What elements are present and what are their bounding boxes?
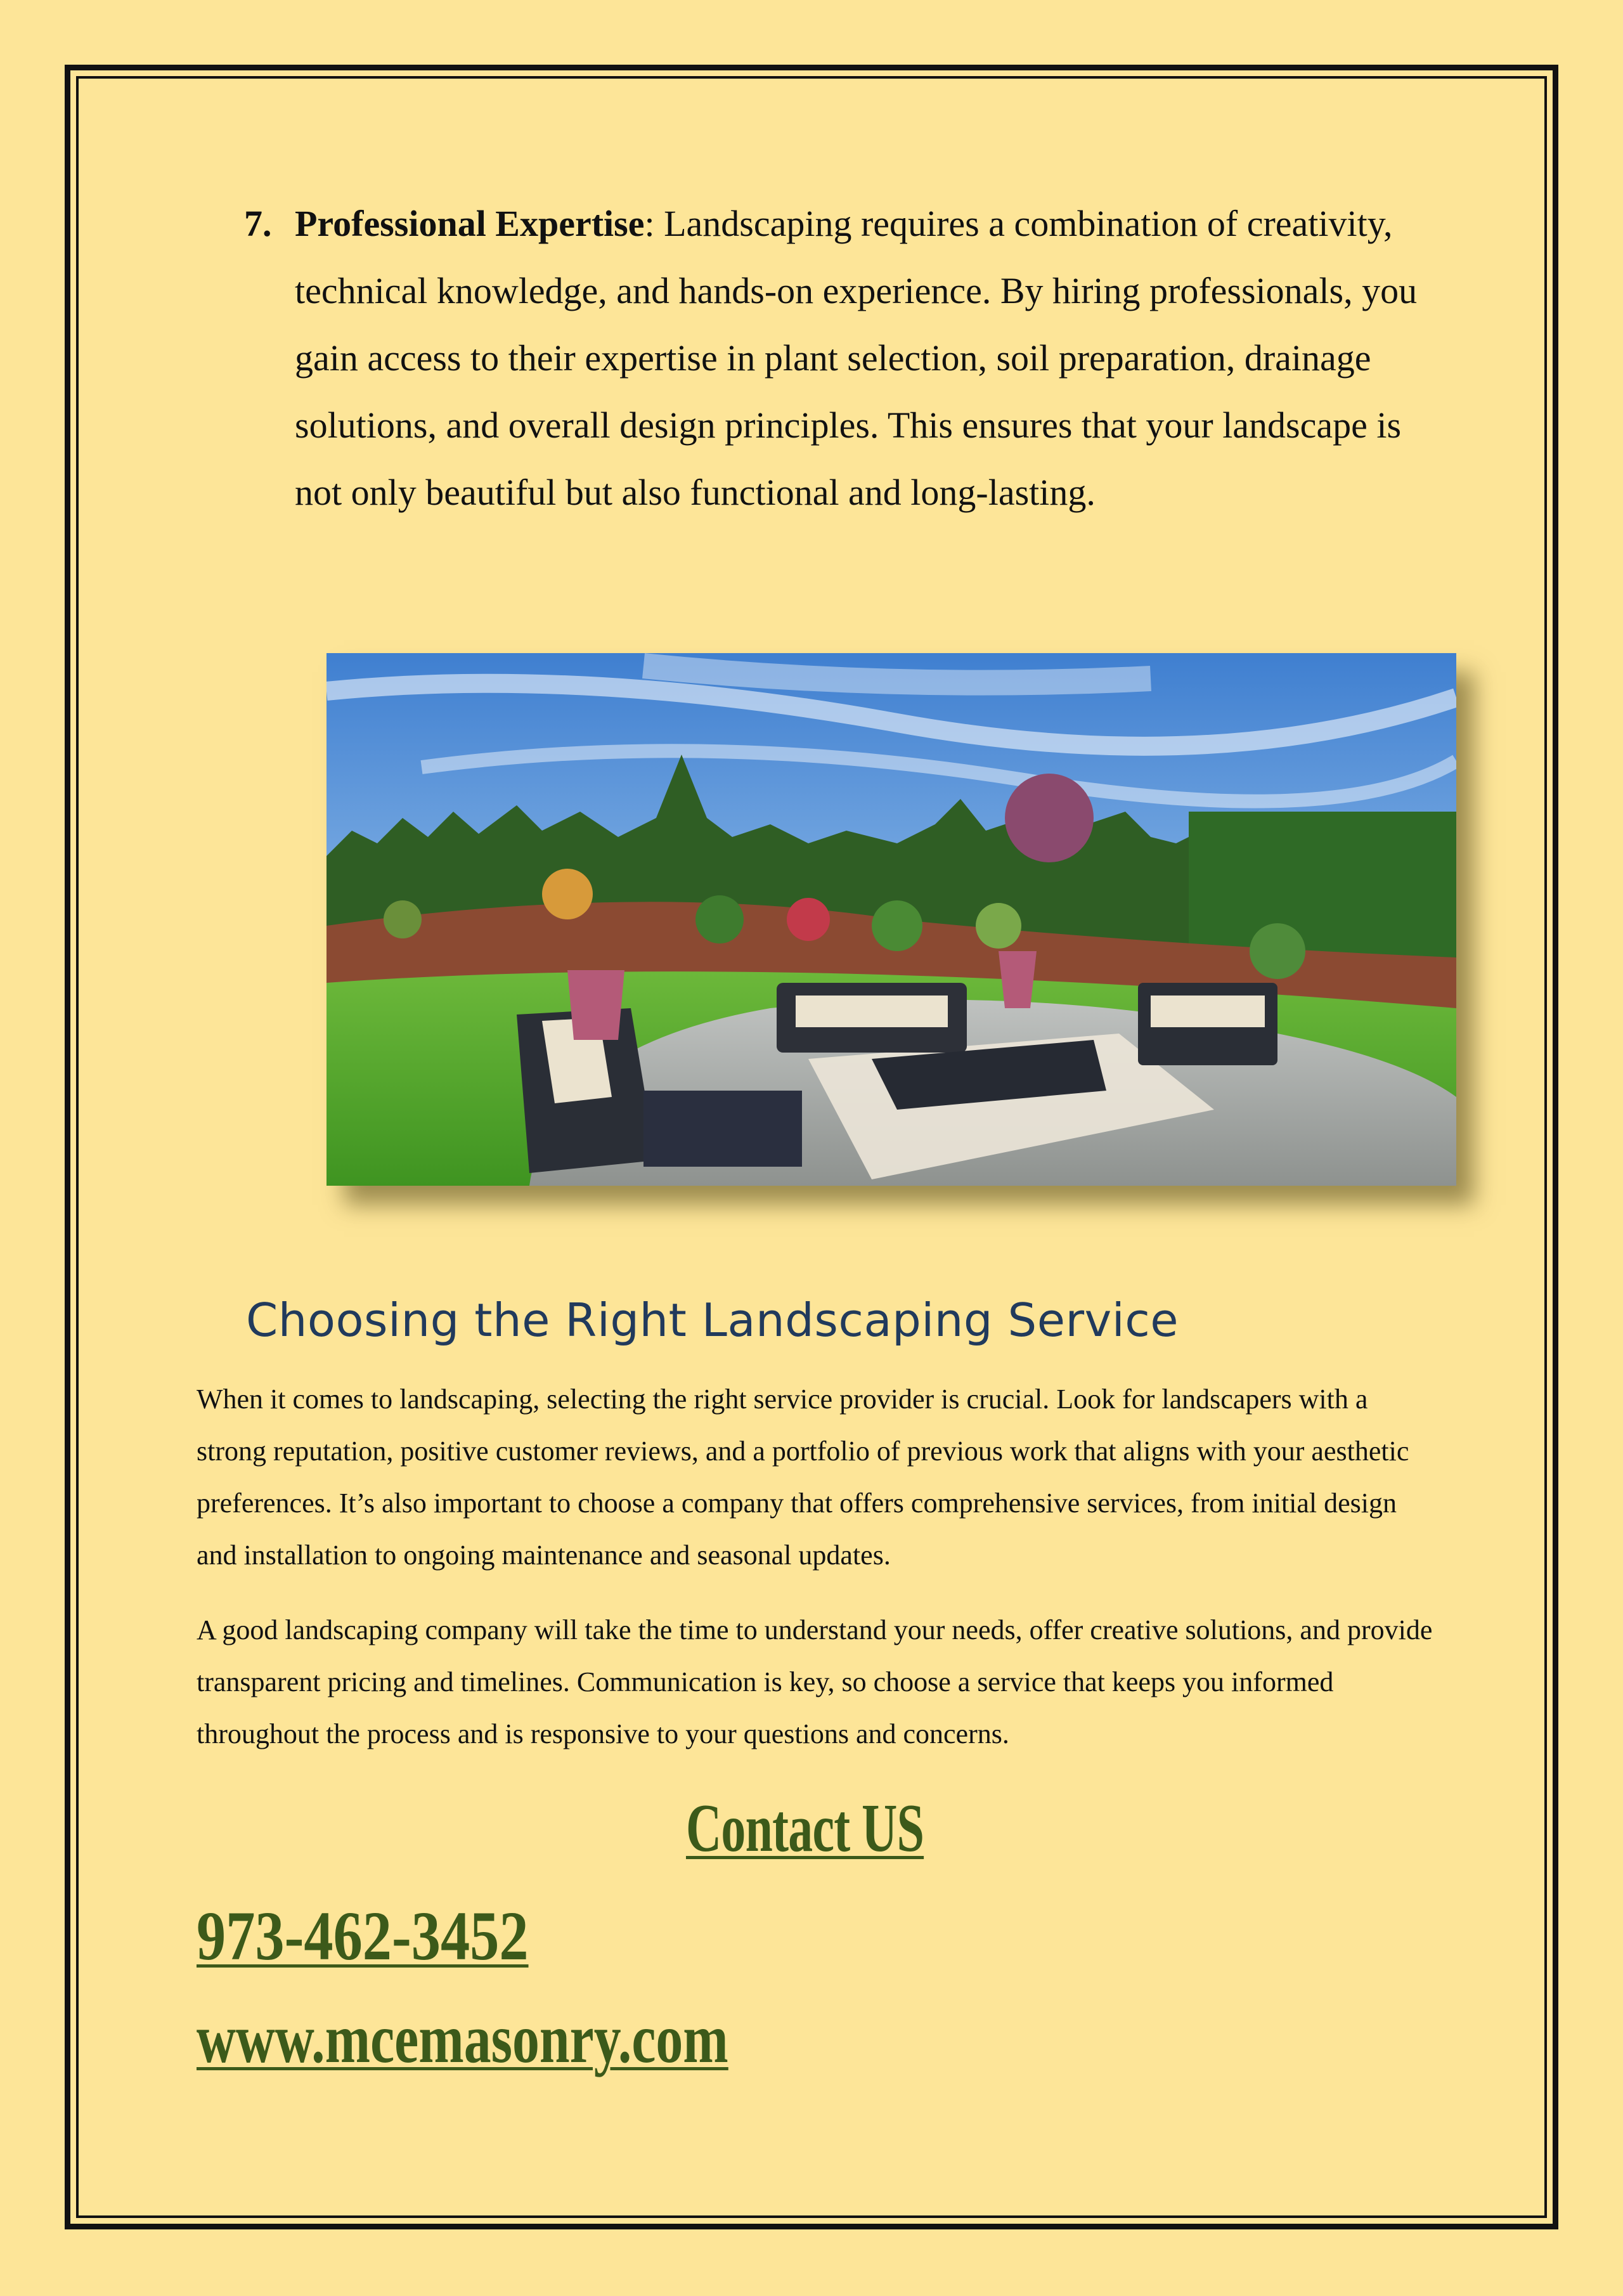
contact-us-heading: Contact US [686, 1791, 924, 1866]
website-link[interactable]: www.mcemasonry.com [197, 2000, 728, 2077]
patio-garden-illustration [327, 653, 1456, 1186]
section-heading: Choosing the Right Landscaping Service [246, 1294, 1179, 1347]
list-item-professional-expertise [244, 190, 1436, 526]
list-item-lead: Professional Expertise [295, 203, 645, 244]
list-item-text: : Landscaping requires a combination of creativity, technical knowledge, and hands-on experience. By hiring professionals, you gain access to their expertise in plant selection, soil preparation, drainage solutions, and overall design principles. This ensures that your landscape is not only beautiful but also functional and long-lasting. [295, 203, 1418, 513]
paragraph-choosing-provider: When it comes to landscaping, selecting the right service provider is crucial. Look for landscapers with a strong reputation, positive customer reviews, and a portfolio of previous work that aligns with your aesthetic preferences. It’s also important to choose a company that offers comprehensive services, from initial design and installation to ongoing maintenance and seasonal updates. [197, 1384, 1409, 1571]
phone-link[interactable]: 973-462-3452 [197, 1897, 529, 1975]
list-item-body [295, 190, 1436, 526]
paragraph-good-company: A good landscaping company will take the time to understand your needs, offer creative solutions, and provide transparent pricing and timelines. Communication is key, so choose a service that keeps you informed throughout the process and is responsive to your questions and concerns. [197, 1614, 1433, 1749]
list-number: 7. [244, 203, 272, 244]
patio-garden-photo [327, 653, 1456, 1186]
